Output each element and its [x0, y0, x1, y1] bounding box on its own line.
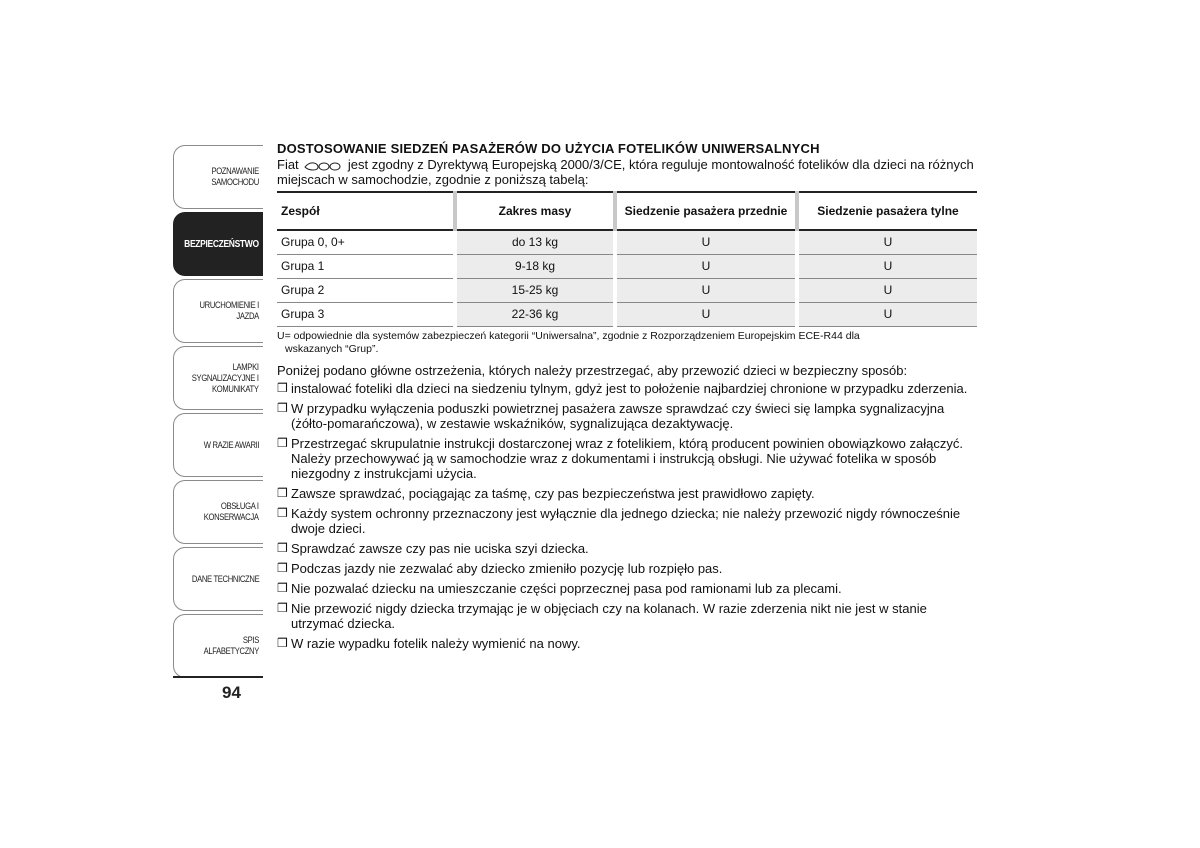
- cell-mass: 15-25 kg: [455, 278, 615, 302]
- tab-uruchomienie-i-jazda[interactable]: [173, 279, 263, 343]
- header-front-seat: Siedzenie pasażera przednie: [615, 192, 797, 230]
- tab-label: OBSŁUGA I KONSERWACJA: [204, 501, 259, 522]
- list-item-text: Nie przewozić nigdy dziecka trzymając je w objęciach czy na kolanach. W razie zderzenia nikt nie jest w stanie utrzymać dziecka.: [291, 600, 927, 631]
- list-item: [277, 486, 977, 501]
- cell-front: U: [615, 254, 797, 278]
- checkbox-bullet-icon: ❒: [277, 380, 288, 395]
- tab-label: POZNAWANIE SAMOCHODU: [211, 166, 259, 187]
- cell-front: U: [615, 302, 797, 326]
- list-item-text: Zawsze sprawdzać, pociągając za taśmę, czy pas bezpieczeństwa jest prawidłowo zapięty.: [291, 485, 815, 501]
- list-item: [277, 636, 977, 651]
- list-item-text: Każdy system ochronny przeznaczony jest wyłącznie dla jednego dziecka; nie należy przewozić nigdy równocześnie dwoje dzieci.: [291, 505, 961, 536]
- cell-rear: U: [797, 254, 977, 278]
- header-group: Zespół: [281, 203, 320, 218]
- checkbox-bullet-icon: ❒: [277, 580, 288, 595]
- list-item-text: Nie pozwalać dziecku na umieszczanie części poprzecznej pasa pod ramionami lub za plecami.: [291, 580, 842, 596]
- tab-obsluga-i-konserwacja[interactable]: [173, 480, 263, 544]
- footnote-line-1: U= odpowiednie dla systemów zabezpieczeń kategorii “Uniwersalna”, zgodnie z Rozporządzeniem Europejskim ECE-R44 dla: [277, 329, 860, 342]
- cell-rear: U: [797, 278, 977, 302]
- intro-before-logo: Fiat: [277, 157, 299, 172]
- tab-dane-techniczne[interactable]: [173, 547, 263, 611]
- tab-w-razie-awarii[interactable]: [173, 413, 263, 477]
- list-item-text: Podczas jazdy nie zezwalać aby dziecko zmieniło pozycję lub rozpięło pas.: [291, 560, 723, 576]
- cell-front: U: [615, 278, 797, 302]
- list-item: [277, 601, 977, 631]
- list-item-text: Przestrzegać skrupulatnie instrukcji dostarczonej wraz z fotelikiem, którą producent powinien obowiązkowo załączyć. Należy przechowywać ją w samochodzie wraz z dokumentami i instrukcją obsługi. Nie używać fotelika w sposób niezgodny z instrukcjami użycia.: [291, 435, 963, 481]
- cell-mass: do 13 kg: [455, 230, 615, 254]
- tab-poznawanie-samochodu[interactable]: [173, 145, 263, 209]
- checkbox-bullet-icon: ❒: [277, 400, 288, 415]
- table-footnote: [277, 330, 977, 356]
- checkbox-bullet-icon: ❒: [277, 635, 288, 650]
- list-item: [277, 581, 977, 596]
- section-title: DOSTOSOWANIE SIEDZEŃ PASAŻERÓW DO UŻYCIA FOTELIKÓW UNIWERSALNYCH: [277, 141, 820, 156]
- list-item-text: Sprawdzać zawsze czy pas nie uciska szyi dziecka.: [291, 540, 589, 556]
- list-item: [277, 401, 977, 431]
- list-item: [277, 436, 977, 481]
- checkbox-bullet-icon: ❒: [277, 600, 288, 615]
- warnings-lead: Poniżej podano główne ostrzeżenia, których należy przestrzegać, aby przewozić dzieci w bezpieczny sposób:: [277, 362, 908, 378]
- page-content: [277, 141, 977, 656]
- tab-label: LAMPKI SYGNALIZACYJNE I KOMUNIKATY: [192, 361, 259, 394]
- list-item-text: W przypadku wyłączenia poduszki powietrznej pasażera zawsze sprawdzać czy świeci się lampka sygnalizacyjna (żółto-pomarańczowa), w zestawie wskaźników, sygnalizująca dezaktywację.: [291, 400, 945, 431]
- cell-mass: 22-36 kg: [455, 302, 615, 326]
- tab-label: SPIS ALFABETYCZNY: [203, 635, 259, 656]
- header-rear-seat: Siedzenie pasażera tylne: [797, 192, 977, 230]
- list-item: [277, 381, 977, 396]
- intro-paragraph: [277, 157, 977, 187]
- checkbox-bullet-icon: ❒: [277, 485, 288, 500]
- cell-mass: 9-18 kg: [455, 254, 615, 278]
- table-row: [277, 230, 977, 254]
- list-item: [277, 506, 977, 536]
- tab-label: URUCHOMIENIE I JAZDA: [199, 300, 259, 321]
- page-number: 94: [222, 683, 241, 702]
- list-item: [277, 561, 977, 576]
- cell-group: Grupa 0, 0+: [281, 235, 345, 250]
- checkbox-bullet-icon: ❒: [277, 435, 288, 450]
- cell-group: Grupa 1: [281, 259, 325, 273]
- table-row: [277, 302, 977, 326]
- cell-group: Grupa 2: [281, 283, 325, 297]
- warnings-list: [277, 381, 977, 651]
- cell-rear: U: [797, 302, 977, 326]
- table-row: [277, 254, 977, 278]
- list-item: [277, 541, 977, 556]
- tab-label: W RAZIE AWARII: [203, 439, 259, 450]
- page-footer-rule: [173, 676, 263, 678]
- cell-group: Grupa 3: [281, 307, 325, 321]
- cell-front: U: [615, 230, 797, 254]
- fiat-500-logo-icon: [304, 161, 342, 171]
- tab-spis-alfabetyczny[interactable]: [173, 614, 263, 678]
- intro-after-logo: jest zgodny z Dyrektywą Europejską 2000/3/CE, która reguluje montowalność fotelików dla dzieci na różnych miejscach w samochodzie, zgodnie z poniższą tabelą:: [277, 157, 974, 187]
- table-row: [277, 278, 977, 302]
- tab-lampki-sygnalizacyjne[interactable]: [173, 346, 263, 410]
- checkbox-bullet-icon: ❒: [277, 540, 288, 555]
- checkbox-bullet-icon: ❒: [277, 505, 288, 520]
- cell-rear: U: [797, 230, 977, 254]
- tab-label: DANE TECHNICZNE: [191, 573, 259, 584]
- list-item-text: instalować foteliki dla dzieci na siedzeniu tylnym, gdyż jest to położenie najbardziej chronione w przypadku zderzenia.: [291, 380, 968, 396]
- tab-bezpieczenstwo[interactable]: [173, 212, 263, 276]
- list-item-text: W razie wypadku fotelik należy wymienić na nowy.: [291, 635, 581, 651]
- table-header-row: [277, 192, 977, 230]
- header-mass-range: Zakres masy: [455, 192, 615, 230]
- checkbox-bullet-icon: ❒: [277, 560, 288, 575]
- footnote-line-2: wskazanych “Grup”.: [285, 342, 379, 355]
- tab-label: BEZPIECZEŃSTWO: [184, 238, 259, 250]
- child-seat-table: [277, 191, 977, 327]
